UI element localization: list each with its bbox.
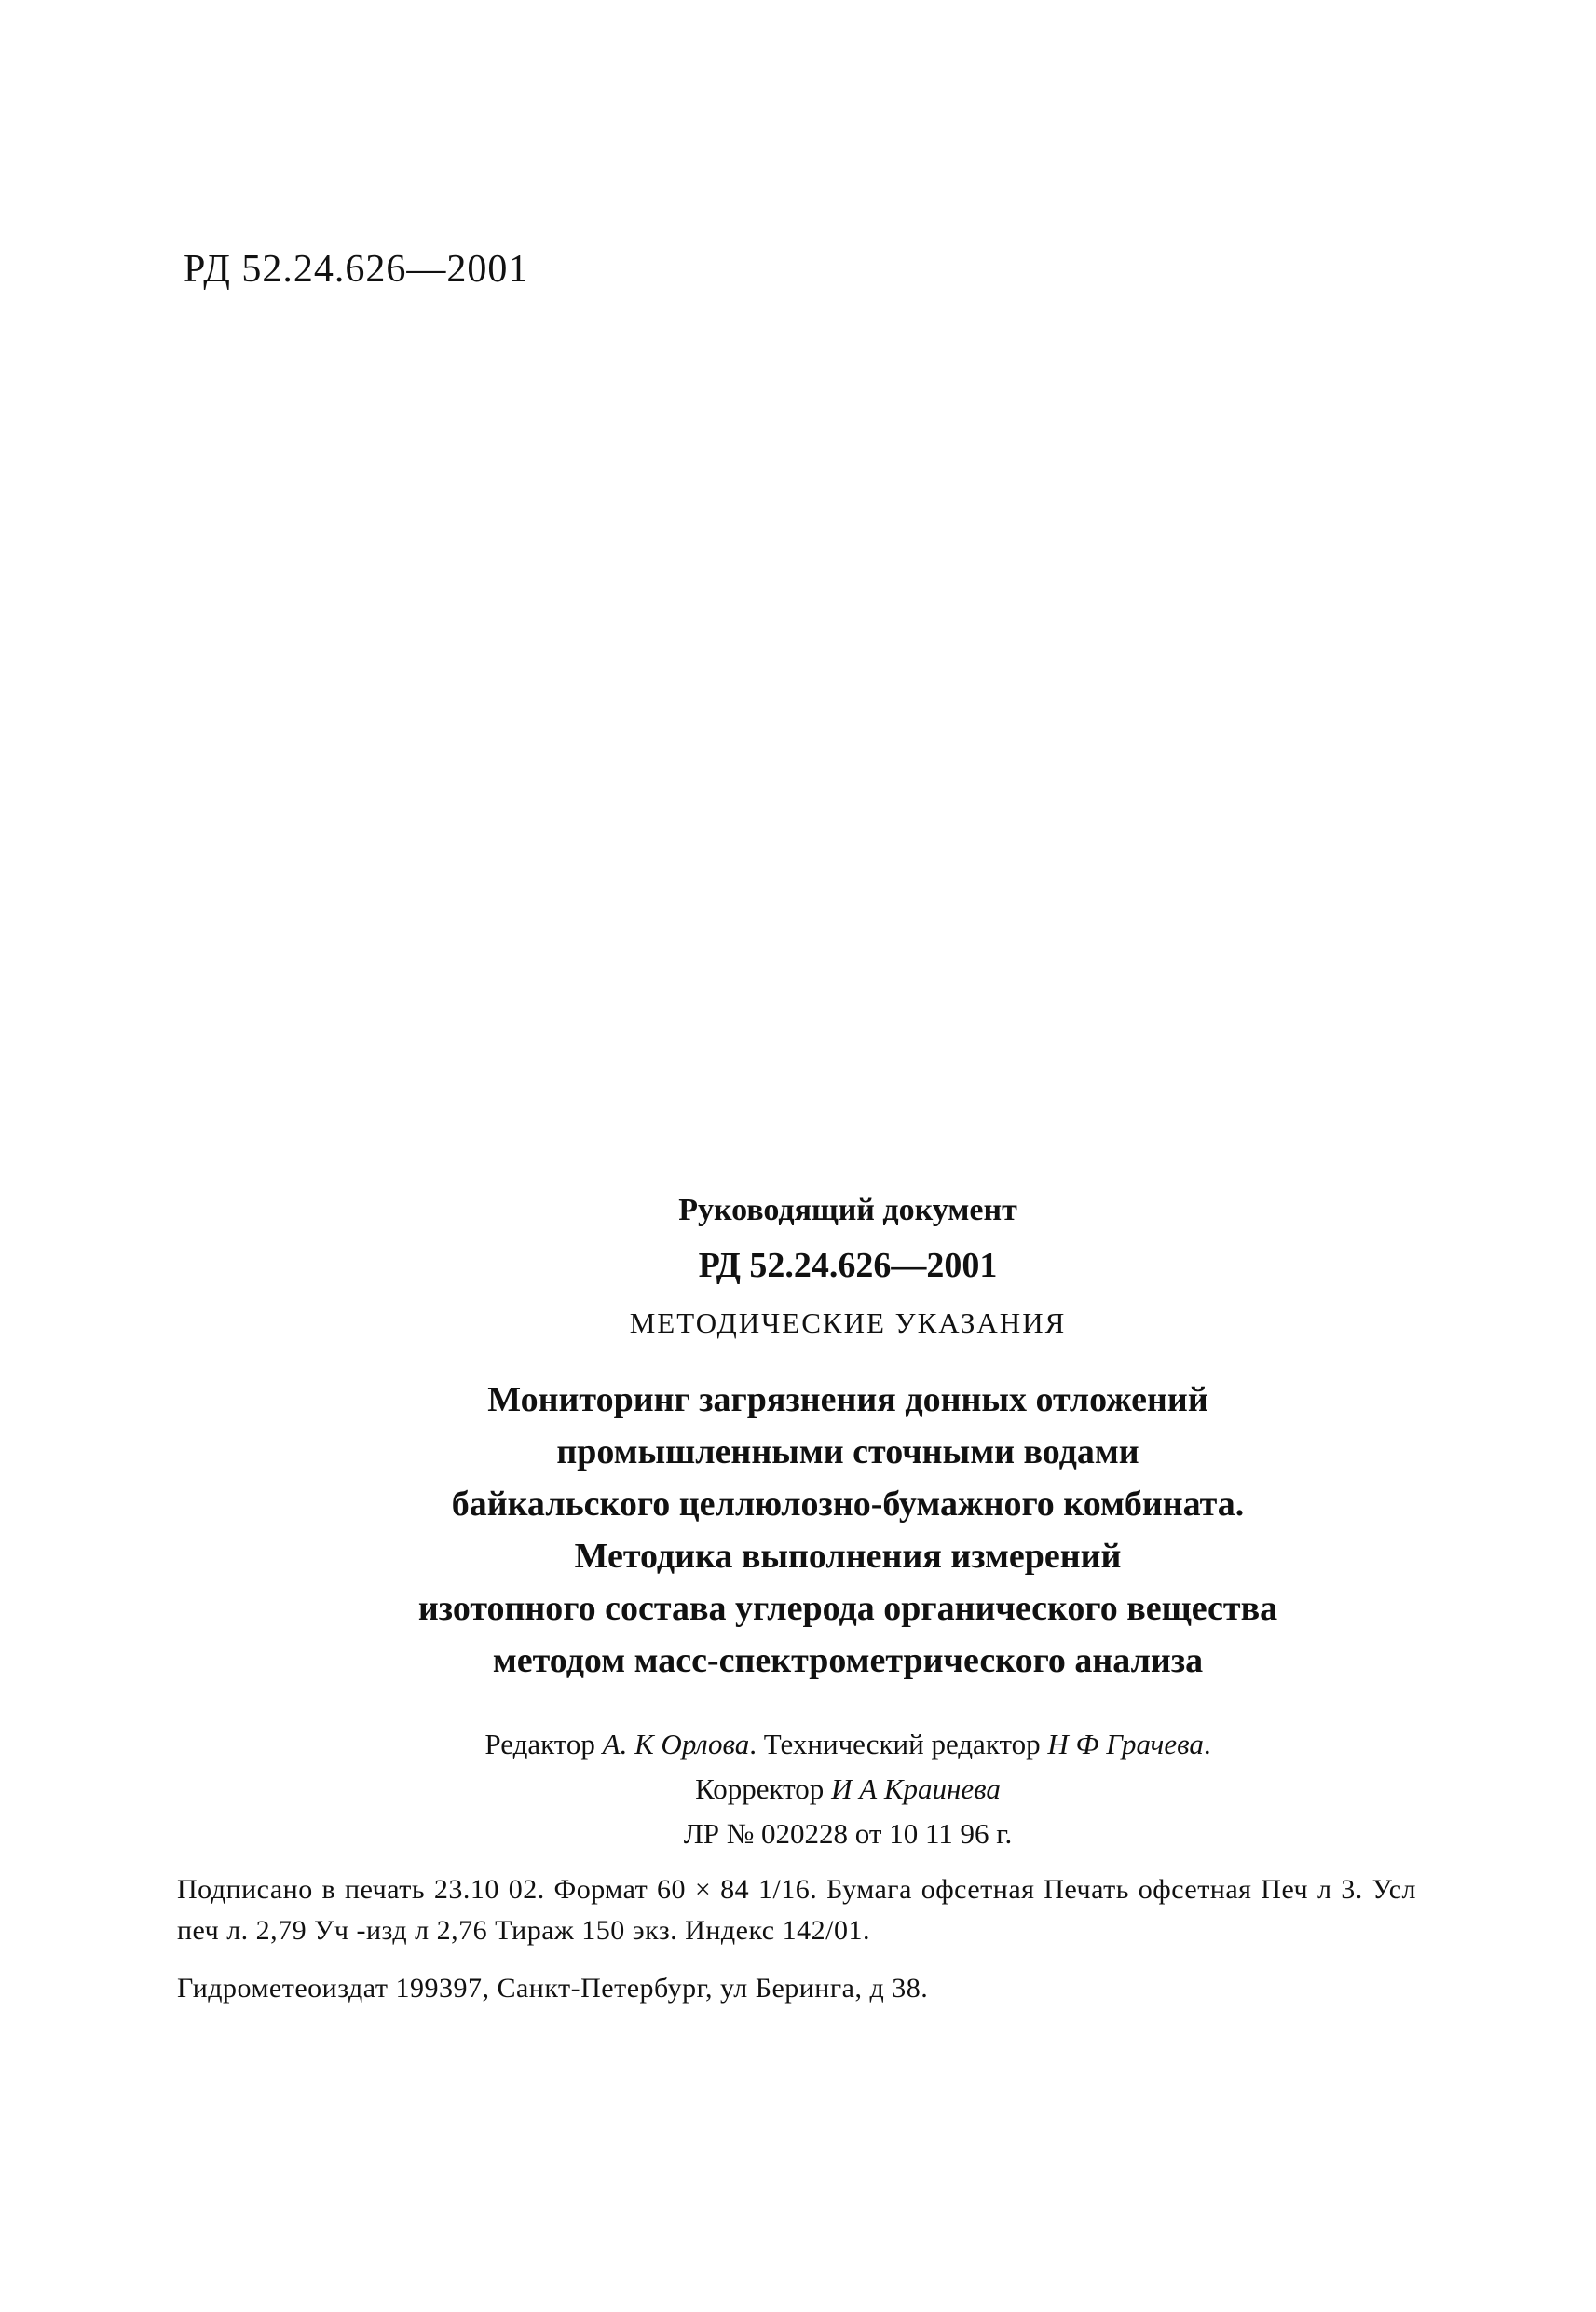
tech-editor-label: Технический редактор xyxy=(763,1728,1041,1760)
license-line: ЛР № 020228 от 10 11 96 г. xyxy=(683,1817,1013,1850)
tech-editor-name: Н Ф Грачева xyxy=(1047,1728,1204,1760)
title-line: байкальского целлюлозно-бумажного комбината. xyxy=(451,1484,1245,1524)
title-line: методом масс-спектрометрического анализа xyxy=(492,1641,1204,1680)
editor-label: Редактор xyxy=(484,1728,595,1760)
document-type: МЕТОДИЧЕСКИЕ УКАЗАНИЯ xyxy=(629,1306,1067,1339)
document-kind: Руководящий документ xyxy=(678,1193,1017,1227)
corrector-name: И А Краинева xyxy=(831,1772,1001,1805)
imprint-block xyxy=(177,1193,1416,2009)
title-line: изотопного состава углерода органического вещества xyxy=(417,1589,1278,1628)
title-line: Методика выполнения измерений xyxy=(574,1537,1122,1576)
document-code: РД 52.24.626—2001 xyxy=(698,1246,998,1285)
page-header-doc-code: РД 52.24.626—2001 xyxy=(184,248,529,291)
print-info: Подписано в печать 23.10 02. Формат 60 × 84 1/16. Бумага офсетная Печать офсетная Печ л 3. Усл печ л. 2,79 Уч -изд л 2,76 Тираж 150 экз. Индекс 142/01. xyxy=(177,1874,1416,1946)
corrector-line xyxy=(280,1767,1416,1812)
document-title xyxy=(177,1374,1416,1687)
editors-line: Редактор А. К Орлова. Технический редактор Н Ф Грачева. xyxy=(484,1728,1211,1760)
title-line: Мониторинг загрязнения донных отложений xyxy=(487,1380,1208,1419)
editor-name: А. К Орлова xyxy=(602,1728,750,1760)
credits xyxy=(177,1722,1416,1856)
corrector-label: Корректор xyxy=(695,1772,825,1805)
publisher-info: Гидрометеоиздат 199397, Санкт-Петербург, ул Беринга, д 38. xyxy=(177,1973,929,2004)
title-line: промышленными сточными водами xyxy=(556,1432,1139,1471)
